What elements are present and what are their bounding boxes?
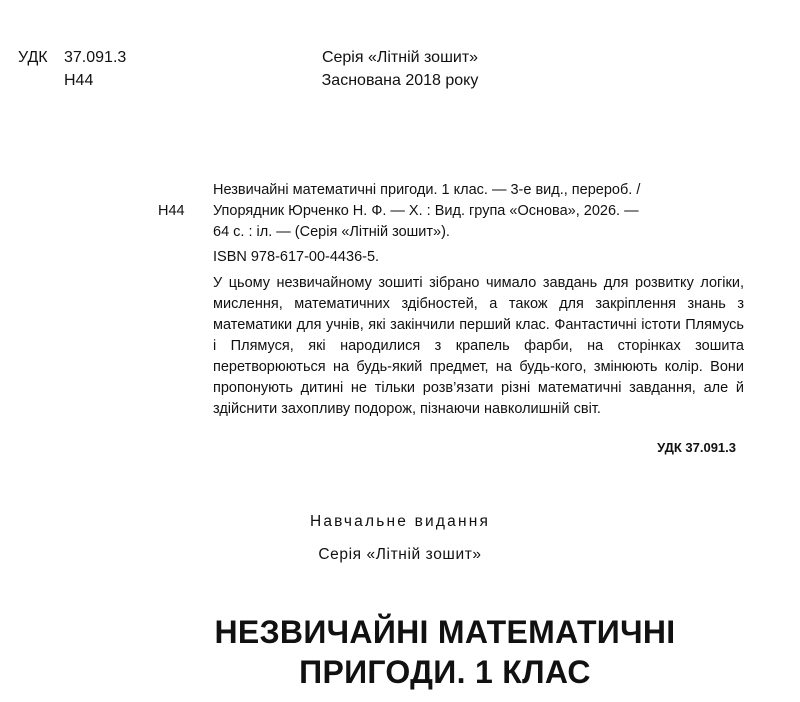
series-footer: Серія «Літній зошит» bbox=[318, 546, 482, 563]
series-founded: Заснована 2018 року bbox=[321, 72, 479, 89]
biblio-author-sign: Н44 bbox=[158, 203, 185, 219]
book-title-line-1: НЕЗВИЧАЙНІ МАТЕМАТИЧНІ bbox=[214, 614, 676, 650]
series-header bbox=[0, 46, 800, 92]
udk-footer: УДК 37.091.3 bbox=[657, 440, 736, 455]
udk-code: 37.091.3 bbox=[64, 49, 127, 66]
bibliographic-record bbox=[213, 180, 744, 420]
series-name: Серія «Літній зошит» bbox=[321, 49, 479, 66]
biblio-line-1: Незвичайні математичні пригоди. 1 клас. — 3-е вид., перероб. / bbox=[213, 182, 641, 198]
biblio-line-2: Упорядник Юрченко Н. Ф. — Х. : Вид. група «Основа», 2026. — bbox=[213, 203, 639, 219]
edition-type: Навчальне видання bbox=[309, 513, 491, 530]
udk-label: УДК bbox=[18, 49, 48, 66]
annotation: У цьому незвичайному зошиті зібрано чимало завдань для розвитку логіки, мислення, математичних здібностей, а також для закріплення знань з математики для учнів, які закінчили перший клас. Фантастичні істоти Плямусь і Плямуся, які народилися з крапель фарби, на сторінках зошита перетворюються на будь-який предмет, на будь-кого, змінюють колір. Вони пропонують дитині не тільки розв’язати різні математичні завдання, але й здійснити захопливу подорож, пізнаючи навколишній світ. bbox=[213, 275, 744, 417]
biblio-line-3: 64 с. : іл. — (Серія «Літній зошит»). bbox=[213, 224, 450, 240]
book-title bbox=[0, 612, 800, 692]
book-title-line-2: ПРИГОДИ. 1 КЛАС bbox=[299, 654, 591, 690]
author-sign: Н44 bbox=[64, 72, 94, 89]
isbn: ISBN 978-617-00-4436-5. bbox=[213, 249, 380, 265]
